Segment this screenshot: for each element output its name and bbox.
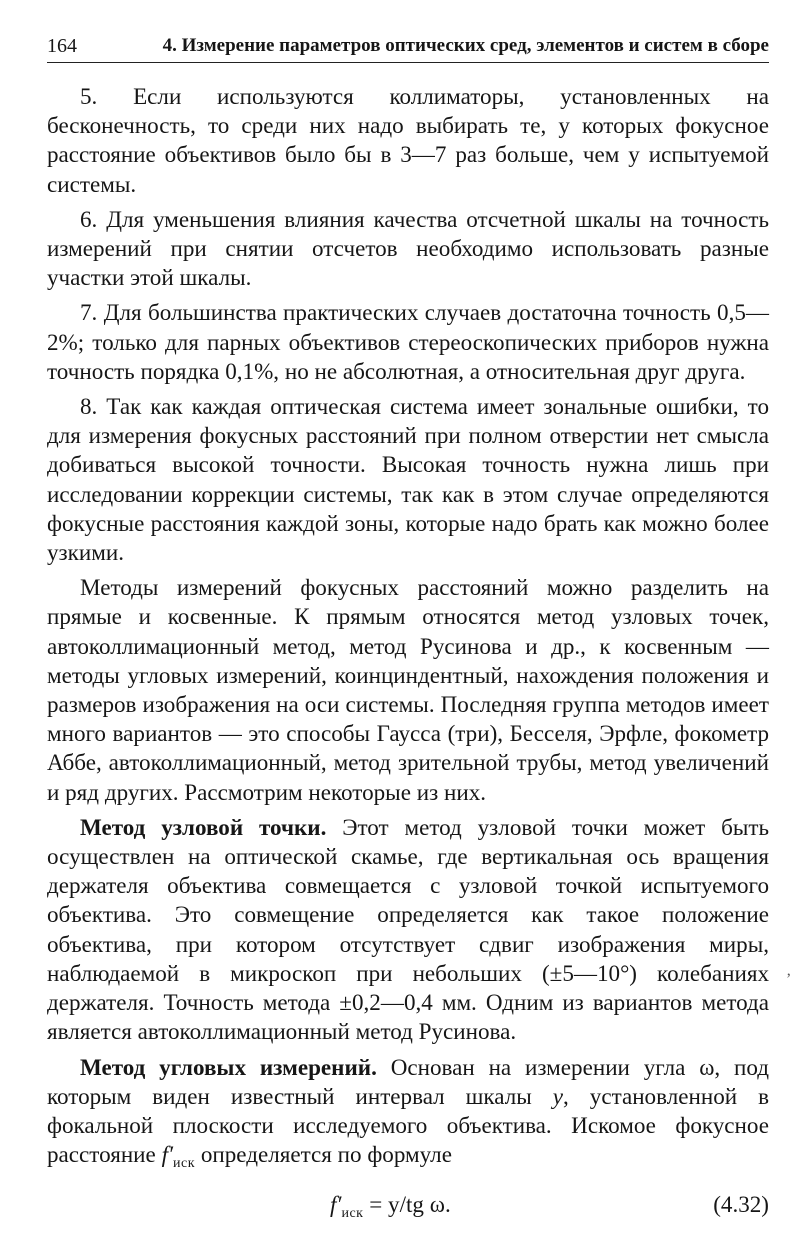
variable-f: f′	[161, 1141, 174, 1168]
page-number: 164	[47, 35, 77, 57]
margin-mark: ‚	[786, 962, 792, 979]
equation-4-32	[47, 1191, 769, 1223]
formula: $f'_{иск} = y/tg$ ω.	[330, 1191, 451, 1221]
paragraph-nodal-point-method: Метод узловой точки. Этот метод узловой точки может быть осуществлен на оптической скамье, где вертикальная ось вращения держателя объектива совмещается с узловой точкой испытуемого объектива. Это совмещение определяется как такое положение объектива, при котором отсутствует сдвиг изображения миры, наблюдаемой в микроскоп при небольших (±5—10°) колебаниях держателя. Точность метода ±0,2—0,4 мм. Одним из вариантов метода является автоколлимационный метод Русинова.	[47, 813, 769, 1045]
paragraph-item-7: 7. Для большинства практических случаев достаточна точность 0,5—2%; только для парных объективов стереоскопических приборов нужна точность порядка 0,1%, но не абсолютная, а относительная друг друга.	[47, 299, 769, 384]
run-in-heading: Метод узловой точки.	[80, 813, 327, 840]
paragraph-methods-overview: Методы измерений фокусных расстояний можно разделить на прямые и косвенные. К прямым относятся метод узловых точек, автоколлимационный метод, метод Русинова и др., к косвенным — методы угловых измерений, коинциндентный, нахождения положения и размеров изображения на оси системы. Последняя группа методов имеет много вариантов — это способы Гаусса (три), Бесселя, Эрфле, фокометр Аббе, автоколлимационный, метод зрительной трубы, метод увеличений и ряд других. Рассмотрим некоторые из них.	[47, 574, 769, 805]
body-text	[47, 82, 769, 1184]
paragraph-item-6: 6. Для уменьшения влияния качества отсчетной шкалы на точность измерений при снятии отсчетов необходимо использовать разные участки этой шкалы.	[47, 205, 769, 291]
paragraph-item-5: 5. Если используются коллиматоры, установленных на бесконечность, то среди них надо выбирать те, у которых фокусное расстояние объективов было бы в 3—7 раз больше, чем у испытуемой системы.	[47, 83, 769, 197]
paragraph-item-8: 8. Так как каждая оптическая система имеет зональные ошибки, то для измерения фокусных расстояний при полном отверстии нет смысла добиваться высокой точности. Высокая точность нужна лишь при исследовании коррекции системы, так как в этом случае определяются фокусные расстояния каждой зоны, которые надо брать как можно более узкими.	[47, 393, 769, 566]
running-title: 4. Измерение параметров оптических сред, элементов и систем в сборе	[162, 35, 769, 56]
paragraph-angular-method: Метод угловых измерений. Основан на измерении угла ω, под которым виден известный интервал шкалы y, установленной в фокальной плоскости исследуемого объектива. Искомое фокусное расстояние $f'_{иск}$ определяется по формуле	[47, 1053, 769, 1172]
variable-y: y	[552, 1082, 564, 1109]
subscript: иск	[173, 1156, 196, 1172]
page-header	[47, 30, 769, 63]
equation-number: (4.32)	[713, 1191, 769, 1217]
run-in-heading: Метод угловых измерений.	[80, 1053, 377, 1080]
